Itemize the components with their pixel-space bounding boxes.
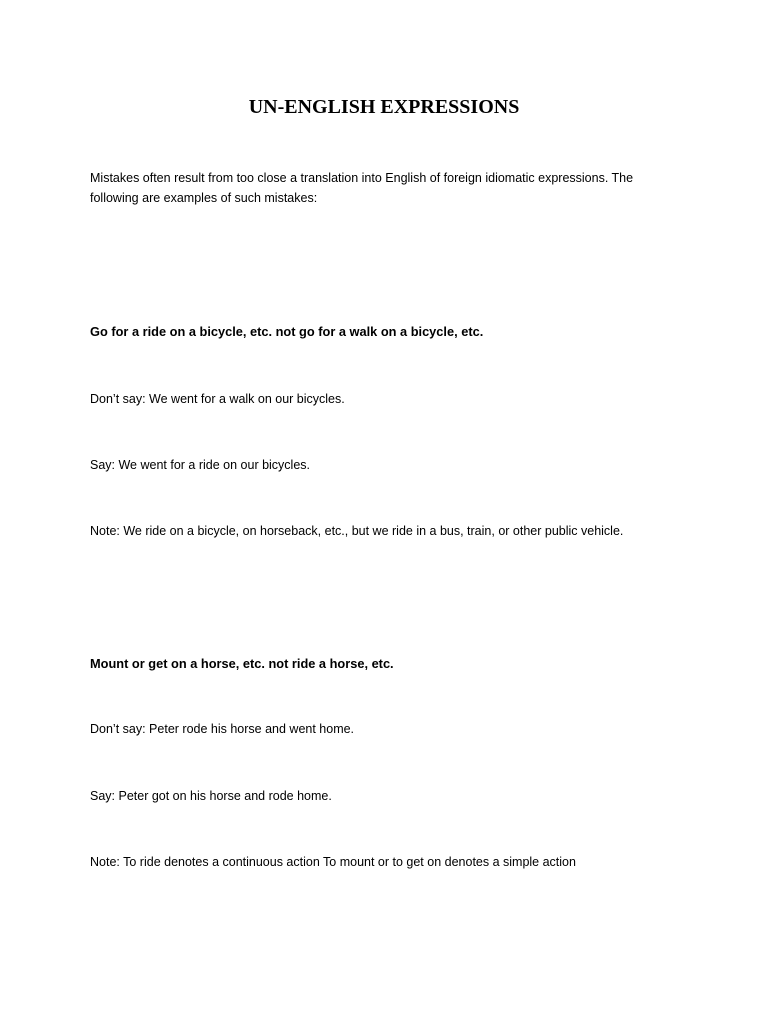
note-paragraph: Note: We ride on a bicycle, on horseback, etc., but we ride in a bus, train, or other public vehicle. (90, 524, 624, 538)
dont-say-example: Don’t say: Peter rode his horse and went home. (90, 722, 355, 736)
say-example: Say: Peter got on his horse and rode home. (90, 789, 332, 803)
section-heading: Go for a ride on a bicycle, etc. not go for a walk on a bicycle, etc. (90, 324, 484, 339)
say-example: Say: We went for a ride on our bicycles. (90, 458, 311, 472)
dont-say-example: Don’t say: We went for a walk on our bicycles. (90, 392, 345, 406)
page-title: UN-ENGLISH EXPRESSIONS (248, 96, 520, 118)
note-paragraph: Note: To ride denotes a continuous action To mount or to get on denotes a simple action (90, 855, 576, 869)
intro-paragraph: Mistakes often result from too close a translation into English of foreign idiomatic expressions. The following are examples of such mistakes: (90, 171, 634, 205)
section-heading: Mount or get on a horse, etc. not ride a horse, etc. (90, 656, 394, 671)
